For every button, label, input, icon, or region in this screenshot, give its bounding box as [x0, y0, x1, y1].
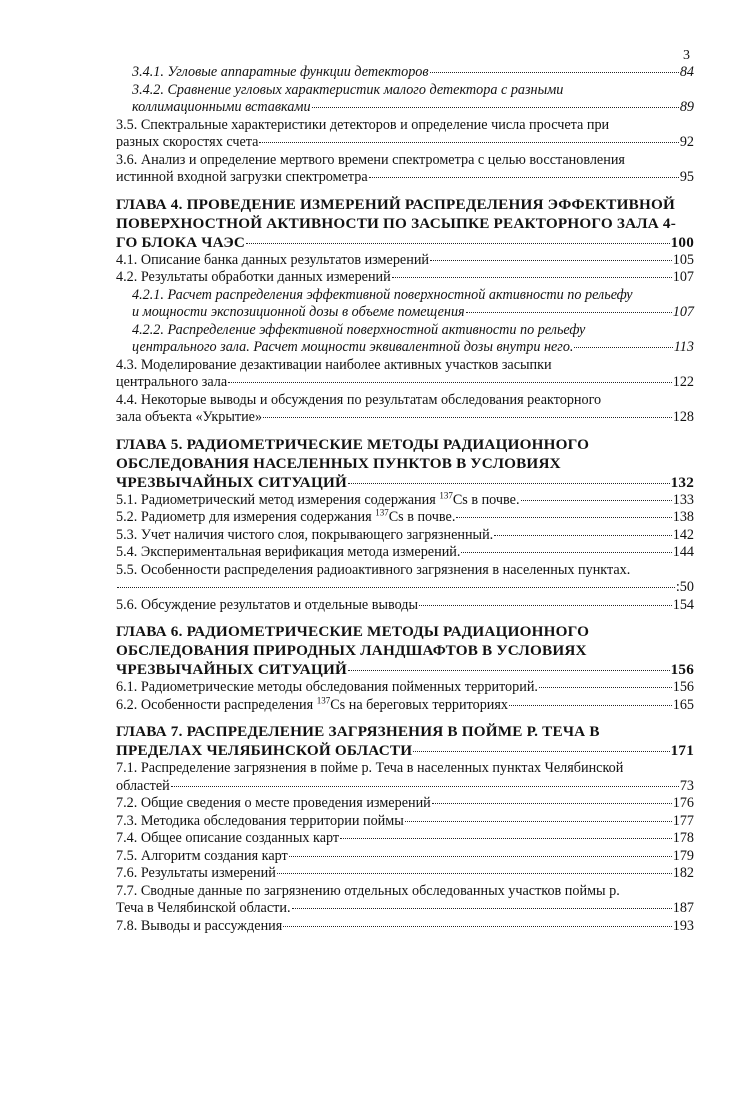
toc-page-number: 176 [672, 795, 694, 811]
toc-title: Теча в Челябинской области. [116, 900, 291, 916]
toc-title: истинной входной загрузки спектрометра [116, 169, 368, 185]
dot-leader [430, 72, 679, 73]
dot-leader [289, 856, 672, 857]
dot-leader [574, 347, 672, 348]
dot-leader [369, 177, 679, 178]
dot-leader [430, 260, 672, 261]
toc-page-number: 100 [670, 233, 694, 251]
toc-section [116, 883, 694, 918]
toc-title: 3.4.1. Угловые аппаратные функции детекторов [132, 64, 429, 80]
toc-page-number: 187 [672, 900, 694, 916]
toc-title: разных скоростях счета [116, 134, 259, 150]
toc-page-number: 128 [672, 409, 694, 425]
dot-leader [413, 751, 669, 752]
toc-title: коллимационными вставками [132, 99, 311, 115]
toc-page-number: 133 [672, 491, 694, 508]
toc-line: ГЛАВА 6. РАДИОМЕТРИЧЕСКИЕ МЕТОДЫ РАДИАЦИОННОГО [116, 623, 590, 640]
toc-title: 4.2. Результаты обработки данных измерений [116, 269, 391, 285]
dot-leader [405, 821, 672, 822]
toc-section [116, 509, 694, 527]
dot-leader [509, 705, 672, 706]
toc-title: ЧРЕЗВЫЧАЙНЫХ СИТУАЦИЙ [116, 473, 347, 491]
toc-page-number: 105 [672, 251, 694, 268]
toc-subsection [116, 64, 694, 82]
toc-line: 5.5. Особенности распределения радиоактивного загрязнения в населенных пунктах. [116, 561, 631, 578]
toc-page-number: 165 [672, 696, 694, 713]
toc-title: 4.1. Описание банка данных результатов измерений [116, 251, 430, 268]
toc-subsection [116, 82, 694, 117]
toc-line: ГЛАВА 7. РАСПРЕДЕЛЕНИЕ ЗАГРЯЗНЕНИЯ В ПОЙМЕ Р. ТЕЧА В [116, 723, 600, 740]
dot-leader [461, 552, 671, 553]
dot-leader [392, 277, 672, 278]
toc-section [116, 694, 694, 715]
toc-title: 5.4. Экспериментальная верификация метода измерений. [116, 544, 461, 560]
toc-title: областей [116, 777, 170, 794]
toc-chapter [116, 622, 694, 679]
dot-leader [292, 908, 672, 909]
toc-title: центрального зала [116, 374, 228, 390]
page-number: 3 [683, 48, 690, 63]
toc-line: 3.6. Анализ и определение мертвого времени спектрометра с целью восстановления [116, 151, 625, 168]
toc-page-number: 107 [672, 304, 694, 320]
dot-leader [348, 483, 670, 484]
toc-section [116, 795, 694, 813]
toc-page-number: 177 [672, 812, 694, 829]
dot-leader [259, 142, 678, 143]
toc-page-number: 84 [679, 64, 694, 80]
toc-section [116, 357, 694, 392]
toc-line: 4.3. Моделирование дезактивации наиболее активных участков засыпки [116, 356, 552, 373]
toc-chapter [116, 435, 694, 492]
toc-section [116, 527, 694, 545]
toc-page-number: 179 [672, 847, 694, 864]
table-of-contents [116, 64, 694, 935]
toc-title: 7.2. Общие сведения о месте проведения измерений [116, 795, 431, 811]
toc-page-number: 122 [672, 374, 694, 390]
toc-title: и мощности экспозиционной дозы в объеме помещения [132, 304, 465, 320]
dot-leader [246, 243, 670, 244]
toc-section [116, 544, 694, 562]
toc-line: 4.4. Некоторые выводы и обсуждения по результатам обследования реакторного [116, 391, 602, 408]
toc-page-number: 144 [672, 544, 694, 560]
toc-title: ЧРЕЗВЫЧАЙНЫХ СИТУАЦИЙ [116, 661, 347, 678]
dot-leader [419, 605, 672, 606]
toc-section [116, 918, 694, 936]
toc-page-number: 178 [672, 830, 694, 846]
toc-page-number: 156 [670, 661, 694, 678]
toc-section [116, 848, 694, 866]
toc-chapter [116, 722, 694, 760]
toc-subsection [116, 322, 694, 357]
toc-title: центрального зала. Расчет мощности эквивалентной дозы внутри него. [132, 339, 574, 355]
toc-page-number: 89 [679, 99, 694, 115]
toc-title: 7.8. Выводы и рассуждения [116, 917, 283, 934]
toc-line: 7.7. Сводные данные по загрязнению отдельных обследованных участков поймы р. [116, 882, 620, 899]
toc-page-number: 156 [672, 679, 694, 695]
dot-leader [228, 382, 672, 383]
toc-title: 7.3. Методика обследования территории поймы [116, 812, 404, 829]
dot-leader [117, 587, 675, 588]
toc-title: 6.1. Радиометрические методы обследования пойменных территорий. [116, 679, 538, 695]
toc-page-number: 73 [679, 777, 694, 794]
toc-section [116, 830, 694, 848]
toc-title: ПРЕДЕЛАХ ЧЕЛЯБИНСКОЙ ОБЛАСТИ [116, 742, 413, 759]
toc-title: зала объекта «Укрытие» [116, 409, 263, 425]
toc-page-number: 92 [679, 134, 694, 150]
toc-section [116, 760, 694, 795]
toc-subsection [116, 287, 694, 322]
dot-leader [263, 417, 672, 418]
dot-leader [494, 535, 671, 536]
dot-leader [521, 500, 672, 501]
toc-page-number: 154 [672, 596, 694, 613]
toc-page-number: 182 [672, 865, 694, 881]
toc-page-number: 107 [672, 269, 694, 285]
toc-line: 3.5. Спектральные характеристики детекторов и определение числа просчета при [116, 116, 610, 133]
toc-section [116, 679, 694, 697]
toc-line: ОБСЛЕДОВАНИЯ ПРИРОДНЫХ ЛАНДШАФТОВ В УСЛОВИЯХ [116, 642, 587, 659]
toc-title: 6.2. Особенности распределения $^{137}$Cs на береговых территориях [116, 694, 509, 713]
toc-section [116, 269, 694, 287]
toc-page-number: 132 [670, 473, 694, 491]
toc-line: ГЛАВА 4. ПРОВЕДЕНИЕ ИЗМЕРЕНИЙ РАСПРЕДЕЛЕНИЯ ЭФФЕКТИВНОЙ [116, 195, 675, 213]
dot-leader [466, 312, 672, 313]
toc-section [116, 597, 694, 615]
dot-leader [539, 687, 672, 688]
toc-page-number: 113 [673, 339, 694, 355]
toc-section [116, 392, 694, 427]
dot-leader [283, 926, 671, 927]
toc-title: 7.6. Результаты измерений [116, 865, 276, 881]
toc-page-number: 138 [672, 509, 694, 525]
dot-leader [171, 786, 679, 787]
toc-title: 5.1. Радиометрический метод измерения содержания $^{137}$Cs в почве. [116, 489, 520, 508]
dot-leader [456, 517, 671, 518]
toc-chapter [116, 195, 694, 252]
toc-title: ГО БЛОКА ЧАЭС [116, 233, 246, 251]
dot-leader [340, 838, 672, 839]
dot-leader [312, 107, 679, 108]
toc-section [116, 252, 694, 270]
toc-page-number: 95 [679, 169, 694, 185]
toc-section [116, 865, 694, 883]
toc-line: 3.4.2. Сравнение угловых характеристик малого детектора с разными [132, 81, 564, 98]
toc-title: 5.3. Учет наличия чистого слоя, покрывающего загрязненный. [116, 526, 494, 543]
dot-leader [432, 803, 672, 804]
toc-section [116, 117, 694, 152]
toc-title: 7.4. Общее описание созданных карт [116, 830, 340, 846]
toc-line: ОБСЛЕДОВАНИЯ НАСЕЛЕННЫХ ПУНКТОВ В УСЛОВИЯХ [116, 454, 561, 472]
toc-page-number: 142 [672, 526, 694, 543]
toc-page-number: 193 [672, 917, 694, 934]
toc-line: ГЛАВА 5. РАДИОМЕТРИЧЕСКИЕ МЕТОДЫ РАДИАЦИОННОГО [116, 435, 590, 453]
toc-section [116, 813, 694, 831]
toc-line: 4.2.1. Расчет распределения эффективной поверхностной активности по рельефу [132, 286, 633, 303]
toc-line: 7.1. Распределение загрязнения в пойме р. Теча в населенных пунктах Челябинской [116, 760, 624, 776]
toc-page-number: :50 [675, 579, 694, 595]
toc-page-number: 171 [670, 742, 694, 759]
toc-section [116, 489, 694, 510]
toc-title: 7.5. Алгоритм создания карт [116, 847, 288, 864]
toc-line: 4.2.2. Распределение эффективной поверхностной активности по рельефу [132, 321, 586, 338]
toc-section [116, 562, 694, 597]
toc-section [116, 152, 694, 187]
dot-leader [348, 670, 670, 671]
toc-title: 5.6. Обсуждение результатов и отдельные выводы [116, 596, 419, 613]
toc-line: ПОВЕРХНОСТНОЙ АКТИВНОСТИ ПО ЗАСЫПКЕ РЕАКТОРНОГО ЗАЛА 4- [116, 214, 676, 232]
toc-title: 5.2. Радиометр для измерения содержания $^{137}$Cs в почве. [116, 507, 456, 525]
dot-leader [277, 873, 672, 874]
